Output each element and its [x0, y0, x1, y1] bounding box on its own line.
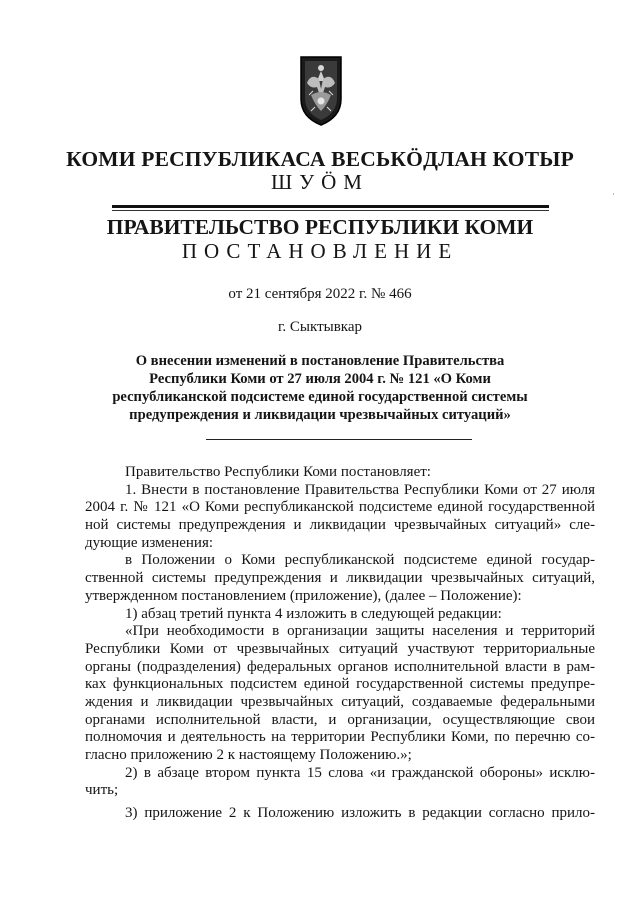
header-divider-thin — [112, 210, 549, 211]
subject-line: О внесении изменений в постановление Правительства — [135, 353, 505, 369]
subject-line: предупреждения и ликвидации чрезвычайных ситуаций» — [129, 407, 511, 423]
body-line: ственной системы предупреждения и ликвидации чрезвычайных ситуаций, — [85, 570, 595, 587]
body-line: 1) абзац третий пункта 4 изложить в следующей редакции: — [125, 605, 502, 622]
body-line: 2004 г. № 121 «О Коми республиканской подсистеме единой государственной — [85, 499, 595, 516]
doc-subject — [80, 352, 560, 424]
body-line: в Положении о Коми республиканской подсистеме единой государ- — [125, 552, 595, 569]
body-line: «При необходимости в организации защиты населения и территорий — [125, 623, 595, 640]
komi-coat-of-arms-emblem — [297, 55, 345, 127]
body-line: ной системы предупреждения и ликвидации чрезвычайных ситуаций» сле- — [85, 517, 595, 534]
doc-date-number: от 21 сентября 2022 г. № 466 — [228, 286, 412, 302]
body-line: 1. Внести в постановление Правительства Республики Коми от 27 июля — [125, 481, 595, 498]
body-line: дующие изменения: — [85, 534, 214, 551]
doc-type: ПОСТАНОВЛЕНИЕ — [181, 239, 459, 263]
body-line: органы (подразделения) федеральных органов исполнительной власти в рам- — [85, 658, 595, 675]
komi-republic-title: КОМИ РЕСПУБЛИКАСА ВЕСЬКӦДЛАН КОТЫР — [66, 147, 574, 171]
body-line: полномочия и деятельность на территории Республики Коми, по перечню со- — [85, 729, 595, 746]
government-title: ПРАВИТЕЛЬСТВО РЕСПУБЛИКИ КОМИ — [106, 215, 534, 239]
subject-underline — [206, 439, 472, 440]
body-line: 3) приложение 2 к Положению изложить в редакции согласно прило- — [125, 805, 595, 822]
body-line: чить; — [85, 782, 119, 799]
subject-line: республиканской подсистеме единой государственной системы — [112, 389, 528, 405]
body-line: ках функциональных подсистем единой государственной системы предупре- — [85, 676, 595, 693]
doc-city: г. Сыктывкар — [277, 319, 363, 335]
body-line: ждения и ликвидации чрезвычайных ситуаций, создаваемые федеральными — [85, 693, 595, 710]
body-line: утвержденном постановлением (приложение), (далее – Положение): — [85, 587, 522, 604]
body-line: органами исполнительной власти, и организации, осуществляющие свои — [85, 711, 595, 728]
doc-body — [85, 464, 595, 823]
body-line: гласно приложению 2 к настоящему Положению.»; — [85, 747, 412, 763]
subject-line: Республики Коми от 27 июля 2004 г. № 121 «О Коми — [149, 371, 491, 387]
body-line: Республики Коми от чрезвычайных ситуаций участвуют территориальные — [85, 640, 595, 657]
scan-speck: · — [612, 190, 615, 200]
body-line: 2) в абзаце втором пункта 15 слова «и гражданской обороны» исклю- — [125, 764, 595, 781]
body-line: Правительство Республики Коми постановляет: — [125, 464, 431, 480]
komi-doc-type: ШУӦМ — [271, 170, 369, 194]
header-divider-thick — [112, 205, 549, 208]
coat-of-arms-icon — [297, 55, 345, 127]
